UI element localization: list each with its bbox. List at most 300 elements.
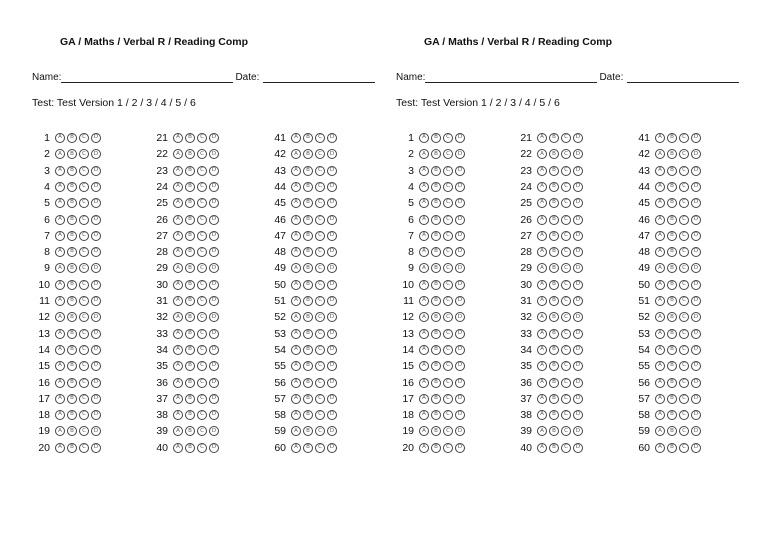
- answer-bubble-b[interactable]: B: [303, 133, 313, 143]
- answer-bubble-c[interactable]: C: [679, 296, 689, 306]
- answer-bubble-a[interactable]: A: [419, 215, 429, 225]
- answer-bubble-b[interactable]: B: [549, 198, 559, 208]
- answer-bubble-c[interactable]: C: [315, 394, 325, 404]
- answer-bubble-a[interactable]: A: [55, 296, 65, 306]
- answer-bubble-d[interactable]: D: [209, 133, 219, 143]
- answer-bubble-a[interactable]: A: [173, 231, 183, 241]
- answer-bubble-d[interactable]: D: [91, 378, 101, 388]
- answer-bubble-d[interactable]: D: [91, 198, 101, 208]
- answer-bubble-b[interactable]: B: [185, 410, 195, 420]
- answer-bubble-c[interactable]: C: [561, 394, 571, 404]
- answer-bubble-c[interactable]: C: [79, 182, 89, 192]
- answer-bubble-c[interactable]: C: [443, 443, 453, 453]
- answer-bubble-c[interactable]: C: [443, 280, 453, 290]
- answer-bubble-d[interactable]: D: [91, 361, 101, 371]
- answer-bubble-b[interactable]: B: [303, 280, 313, 290]
- answer-bubble-d[interactable]: D: [691, 149, 701, 159]
- answer-bubble-b[interactable]: B: [549, 133, 559, 143]
- answer-bubble-d[interactable]: D: [691, 231, 701, 241]
- answer-bubble-b[interactable]: B: [431, 231, 441, 241]
- answer-bubble-b[interactable]: B: [303, 231, 313, 241]
- answer-bubble-c[interactable]: C: [561, 312, 571, 322]
- answer-bubble-a[interactable]: A: [655, 198, 665, 208]
- answer-bubble-b[interactable]: B: [303, 312, 313, 322]
- answer-bubble-c[interactable]: C: [679, 231, 689, 241]
- answer-bubble-a[interactable]: A: [291, 312, 301, 322]
- answer-bubble-c[interactable]: C: [315, 296, 325, 306]
- answer-bubble-c[interactable]: C: [197, 215, 207, 225]
- answer-bubble-b[interactable]: B: [549, 394, 559, 404]
- answer-bubble-c[interactable]: C: [443, 133, 453, 143]
- answer-bubble-d[interactable]: D: [455, 231, 465, 241]
- answer-bubble-a[interactable]: A: [655, 263, 665, 273]
- answer-bubble-b[interactable]: B: [67, 133, 77, 143]
- answer-bubble-d[interactable]: D: [327, 296, 337, 306]
- answer-bubble-b[interactable]: B: [303, 394, 313, 404]
- answer-bubble-a[interactable]: A: [55, 426, 65, 436]
- answer-bubble-d[interactable]: D: [691, 296, 701, 306]
- answer-bubble-c[interactable]: C: [679, 166, 689, 176]
- answer-bubble-d[interactable]: D: [327, 247, 337, 257]
- answer-bubble-c[interactable]: C: [561, 280, 571, 290]
- answer-bubble-b[interactable]: B: [549, 312, 559, 322]
- answer-bubble-b[interactable]: B: [185, 215, 195, 225]
- answer-bubble-d[interactable]: D: [91, 166, 101, 176]
- answer-bubble-b[interactable]: B: [185, 231, 195, 241]
- answer-bubble-d[interactable]: D: [573, 345, 583, 355]
- answer-bubble-a[interactable]: A: [173, 247, 183, 257]
- answer-bubble-d[interactable]: D: [691, 312, 701, 322]
- answer-bubble-d[interactable]: D: [327, 410, 337, 420]
- answer-bubble-c[interactable]: C: [561, 247, 571, 257]
- answer-bubble-b[interactable]: B: [185, 329, 195, 339]
- answer-bubble-d[interactable]: D: [455, 247, 465, 257]
- answer-bubble-c[interactable]: C: [679, 198, 689, 208]
- answer-bubble-d[interactable]: D: [209, 263, 219, 273]
- answer-bubble-d[interactable]: D: [573, 443, 583, 453]
- answer-bubble-a[interactable]: A: [291, 361, 301, 371]
- answer-bubble-b[interactable]: B: [431, 182, 441, 192]
- answer-bubble-c[interactable]: C: [79, 296, 89, 306]
- answer-bubble-b[interactable]: B: [667, 247, 677, 257]
- answer-bubble-d[interactable]: D: [455, 312, 465, 322]
- answer-bubble-a[interactable]: A: [55, 443, 65, 453]
- answer-bubble-d[interactable]: D: [573, 133, 583, 143]
- answer-bubble-c[interactable]: C: [679, 215, 689, 225]
- answer-bubble-a[interactable]: A: [655, 443, 665, 453]
- answer-bubble-d[interactable]: D: [209, 345, 219, 355]
- answer-bubble-d[interactable]: D: [573, 296, 583, 306]
- answer-bubble-c[interactable]: C: [561, 182, 571, 192]
- answer-bubble-b[interactable]: B: [667, 215, 677, 225]
- answer-bubble-d[interactable]: D: [455, 166, 465, 176]
- answer-bubble-a[interactable]: A: [419, 182, 429, 192]
- answer-bubble-d[interactable]: D: [209, 394, 219, 404]
- answer-bubble-c[interactable]: C: [443, 410, 453, 420]
- answer-bubble-d[interactable]: D: [455, 329, 465, 339]
- answer-bubble-c[interactable]: C: [197, 443, 207, 453]
- answer-bubble-b[interactable]: B: [431, 133, 441, 143]
- answer-bubble-a[interactable]: A: [173, 263, 183, 273]
- answer-bubble-b[interactable]: B: [303, 296, 313, 306]
- answer-bubble-a[interactable]: A: [55, 263, 65, 273]
- answer-bubble-d[interactable]: D: [209, 231, 219, 241]
- answer-bubble-b[interactable]: B: [549, 215, 559, 225]
- answer-bubble-d[interactable]: D: [327, 231, 337, 241]
- answer-bubble-a[interactable]: A: [537, 296, 547, 306]
- answer-bubble-a[interactable]: A: [173, 361, 183, 371]
- answer-bubble-d[interactable]: D: [691, 394, 701, 404]
- answer-bubble-c[interactable]: C: [79, 394, 89, 404]
- answer-bubble-b[interactable]: B: [667, 280, 677, 290]
- answer-bubble-c[interactable]: C: [79, 361, 89, 371]
- answer-bubble-a[interactable]: A: [55, 231, 65, 241]
- answer-bubble-a[interactable]: A: [419, 231, 429, 241]
- answer-bubble-d[interactable]: D: [455, 426, 465, 436]
- answer-bubble-c[interactable]: C: [443, 378, 453, 388]
- answer-bubble-b[interactable]: B: [303, 263, 313, 273]
- answer-bubble-c[interactable]: C: [561, 296, 571, 306]
- answer-bubble-a[interactable]: A: [419, 329, 429, 339]
- answer-bubble-b[interactable]: B: [549, 378, 559, 388]
- answer-bubble-b[interactable]: B: [185, 378, 195, 388]
- answer-bubble-a[interactable]: A: [655, 166, 665, 176]
- answer-bubble-a[interactable]: A: [537, 182, 547, 192]
- answer-bubble-d[interactable]: D: [209, 410, 219, 420]
- answer-bubble-b[interactable]: B: [431, 410, 441, 420]
- answer-bubble-d[interactable]: D: [209, 426, 219, 436]
- answer-bubble-d[interactable]: D: [455, 263, 465, 273]
- answer-bubble-c[interactable]: C: [79, 133, 89, 143]
- answer-bubble-d[interactable]: D: [573, 198, 583, 208]
- answer-bubble-b[interactable]: B: [549, 345, 559, 355]
- answer-bubble-d[interactable]: D: [455, 149, 465, 159]
- answer-bubble-d[interactable]: D: [91, 329, 101, 339]
- answer-bubble-b[interactable]: B: [431, 312, 441, 322]
- answer-bubble-b[interactable]: B: [303, 345, 313, 355]
- answer-bubble-b[interactable]: B: [431, 361, 441, 371]
- answer-bubble-d[interactable]: D: [327, 166, 337, 176]
- answer-bubble-b[interactable]: B: [185, 166, 195, 176]
- answer-bubble-d[interactable]: D: [573, 280, 583, 290]
- answer-bubble-b[interactable]: B: [185, 345, 195, 355]
- answer-bubble-a[interactable]: A: [291, 263, 301, 273]
- answer-bubble-a[interactable]: A: [291, 182, 301, 192]
- answer-bubble-a[interactable]: A: [173, 394, 183, 404]
- answer-bubble-b[interactable]: B: [303, 198, 313, 208]
- answer-bubble-c[interactable]: C: [561, 378, 571, 388]
- answer-bubble-c[interactable]: C: [197, 394, 207, 404]
- answer-bubble-b[interactable]: B: [303, 410, 313, 420]
- answer-bubble-b[interactable]: B: [185, 361, 195, 371]
- answer-bubble-b[interactable]: B: [67, 247, 77, 257]
- answer-bubble-b[interactable]: B: [431, 247, 441, 257]
- answer-bubble-c[interactable]: C: [197, 410, 207, 420]
- answer-bubble-c[interactable]: C: [679, 361, 689, 371]
- answer-bubble-b[interactable]: B: [67, 215, 77, 225]
- answer-bubble-d[interactable]: D: [209, 378, 219, 388]
- answer-bubble-c[interactable]: C: [197, 378, 207, 388]
- answer-bubble-c[interactable]: C: [561, 329, 571, 339]
- answer-bubble-b[interactable]: B: [67, 345, 77, 355]
- name-field-line[interactable]: [61, 81, 233, 83]
- answer-bubble-c[interactable]: C: [561, 410, 571, 420]
- answer-bubble-d[interactable]: D: [327, 280, 337, 290]
- answer-bubble-c[interactable]: C: [561, 361, 571, 371]
- answer-bubble-d[interactable]: D: [573, 247, 583, 257]
- answer-bubble-a[interactable]: A: [291, 378, 301, 388]
- date-field-line[interactable]: [263, 81, 375, 83]
- answer-bubble-b[interactable]: B: [667, 394, 677, 404]
- answer-bubble-c[interactable]: C: [443, 263, 453, 273]
- answer-bubble-d[interactable]: D: [91, 247, 101, 257]
- answer-bubble-d[interactable]: D: [455, 361, 465, 371]
- answer-bubble-d[interactable]: D: [455, 296, 465, 306]
- answer-bubble-c[interactable]: C: [79, 312, 89, 322]
- answer-bubble-b[interactable]: B: [431, 198, 441, 208]
- answer-bubble-a[interactable]: A: [537, 166, 547, 176]
- answer-bubble-a[interactable]: A: [291, 166, 301, 176]
- answer-bubble-c[interactable]: C: [443, 394, 453, 404]
- answer-bubble-a[interactable]: A: [419, 280, 429, 290]
- answer-bubble-d[interactable]: D: [91, 263, 101, 273]
- answer-bubble-b[interactable]: B: [303, 378, 313, 388]
- answer-bubble-a[interactable]: A: [419, 378, 429, 388]
- answer-bubble-a[interactable]: A: [55, 133, 65, 143]
- answer-bubble-b[interactable]: B: [549, 329, 559, 339]
- answer-bubble-c[interactable]: C: [79, 198, 89, 208]
- answer-bubble-a[interactable]: A: [55, 329, 65, 339]
- answer-bubble-a[interactable]: A: [291, 133, 301, 143]
- answer-bubble-a[interactable]: A: [537, 426, 547, 436]
- answer-bubble-c[interactable]: C: [443, 231, 453, 241]
- answer-bubble-c[interactable]: C: [197, 345, 207, 355]
- answer-bubble-a[interactable]: A: [55, 149, 65, 159]
- answer-bubble-a[interactable]: A: [655, 329, 665, 339]
- answer-bubble-d[interactable]: D: [91, 410, 101, 420]
- answer-bubble-b[interactable]: B: [667, 345, 677, 355]
- answer-bubble-c[interactable]: C: [443, 198, 453, 208]
- answer-bubble-c[interactable]: C: [315, 166, 325, 176]
- answer-bubble-c[interactable]: C: [315, 247, 325, 257]
- answer-bubble-a[interactable]: A: [537, 345, 547, 355]
- answer-bubble-a[interactable]: A: [419, 394, 429, 404]
- answer-bubble-b[interactable]: B: [67, 410, 77, 420]
- answer-bubble-b[interactable]: B: [67, 280, 77, 290]
- answer-bubble-c[interactable]: C: [315, 345, 325, 355]
- answer-bubble-d[interactable]: D: [573, 378, 583, 388]
- answer-bubble-c[interactable]: C: [197, 231, 207, 241]
- answer-bubble-a[interactable]: A: [655, 410, 665, 420]
- answer-bubble-c[interactable]: C: [79, 166, 89, 176]
- answer-bubble-b[interactable]: B: [67, 296, 77, 306]
- answer-bubble-c[interactable]: C: [197, 426, 207, 436]
- answer-bubble-c[interactable]: C: [315, 312, 325, 322]
- answer-bubble-b[interactable]: B: [431, 345, 441, 355]
- answer-bubble-d[interactable]: D: [327, 345, 337, 355]
- answer-bubble-d[interactable]: D: [327, 426, 337, 436]
- answer-bubble-d[interactable]: D: [91, 215, 101, 225]
- answer-bubble-c[interactable]: C: [679, 149, 689, 159]
- answer-bubble-b[interactable]: B: [303, 361, 313, 371]
- answer-bubble-a[interactable]: A: [55, 280, 65, 290]
- answer-bubble-b[interactable]: B: [431, 263, 441, 273]
- answer-bubble-a[interactable]: A: [655, 296, 665, 306]
- answer-bubble-b[interactable]: B: [67, 361, 77, 371]
- answer-bubble-b[interactable]: B: [431, 443, 441, 453]
- answer-bubble-c[interactable]: C: [443, 345, 453, 355]
- answer-bubble-a[interactable]: A: [537, 280, 547, 290]
- answer-bubble-a[interactable]: A: [537, 215, 547, 225]
- answer-bubble-d[interactable]: D: [455, 198, 465, 208]
- answer-bubble-c[interactable]: C: [679, 247, 689, 257]
- answer-bubble-d[interactable]: D: [573, 394, 583, 404]
- answer-bubble-c[interactable]: C: [561, 198, 571, 208]
- answer-bubble-d[interactable]: D: [91, 280, 101, 290]
- answer-bubble-c[interactable]: C: [679, 394, 689, 404]
- answer-bubble-a[interactable]: A: [55, 345, 65, 355]
- answer-bubble-d[interactable]: D: [455, 394, 465, 404]
- answer-bubble-a[interactable]: A: [537, 378, 547, 388]
- answer-bubble-b[interactable]: B: [185, 263, 195, 273]
- answer-bubble-a[interactable]: A: [655, 312, 665, 322]
- answer-bubble-c[interactable]: C: [561, 263, 571, 273]
- answer-bubble-b[interactable]: B: [185, 247, 195, 257]
- answer-bubble-c[interactable]: C: [679, 378, 689, 388]
- answer-bubble-a[interactable]: A: [537, 312, 547, 322]
- answer-bubble-b[interactable]: B: [431, 394, 441, 404]
- answer-bubble-a[interactable]: A: [173, 378, 183, 388]
- answer-bubble-b[interactable]: B: [185, 149, 195, 159]
- answer-bubble-b[interactable]: B: [303, 182, 313, 192]
- answer-bubble-a[interactable]: A: [419, 149, 429, 159]
- answer-bubble-c[interactable]: C: [197, 182, 207, 192]
- answer-bubble-c[interactable]: C: [315, 263, 325, 273]
- answer-bubble-d[interactable]: D: [209, 312, 219, 322]
- answer-bubble-a[interactable]: A: [291, 329, 301, 339]
- answer-bubble-a[interactable]: A: [55, 166, 65, 176]
- answer-bubble-a[interactable]: A: [537, 329, 547, 339]
- answer-bubble-b[interactable]: B: [667, 361, 677, 371]
- answer-bubble-a[interactable]: A: [655, 133, 665, 143]
- answer-bubble-c[interactable]: C: [679, 410, 689, 420]
- answer-bubble-d[interactable]: D: [691, 198, 701, 208]
- answer-bubble-b[interactable]: B: [303, 166, 313, 176]
- answer-bubble-a[interactable]: A: [291, 410, 301, 420]
- answer-bubble-d[interactable]: D: [327, 133, 337, 143]
- answer-bubble-c[interactable]: C: [197, 329, 207, 339]
- date-field-line[interactable]: [627, 81, 739, 83]
- answer-bubble-a[interactable]: A: [55, 361, 65, 371]
- answer-bubble-a[interactable]: A: [419, 296, 429, 306]
- answer-bubble-b[interactable]: B: [303, 247, 313, 257]
- answer-bubble-d[interactable]: D: [691, 133, 701, 143]
- answer-bubble-d[interactable]: D: [91, 296, 101, 306]
- answer-bubble-c[interactable]: C: [315, 443, 325, 453]
- answer-bubble-a[interactable]: A: [537, 410, 547, 420]
- answer-bubble-a[interactable]: A: [537, 133, 547, 143]
- answer-bubble-a[interactable]: A: [655, 149, 665, 159]
- answer-bubble-d[interactable]: D: [327, 443, 337, 453]
- answer-bubble-d[interactable]: D: [573, 182, 583, 192]
- answer-bubble-b[interactable]: B: [67, 182, 77, 192]
- answer-bubble-b[interactable]: B: [549, 410, 559, 420]
- answer-bubble-c[interactable]: C: [79, 378, 89, 388]
- answer-bubble-a[interactable]: A: [655, 182, 665, 192]
- answer-bubble-b[interactable]: B: [67, 443, 77, 453]
- answer-bubble-b[interactable]: B: [185, 426, 195, 436]
- answer-bubble-b[interactable]: B: [667, 296, 677, 306]
- answer-bubble-a[interactable]: A: [173, 410, 183, 420]
- answer-bubble-d[interactable]: D: [691, 329, 701, 339]
- answer-bubble-c[interactable]: C: [679, 426, 689, 436]
- answer-bubble-c[interactable]: C: [197, 133, 207, 143]
- answer-bubble-a[interactable]: A: [419, 361, 429, 371]
- answer-bubble-b[interactable]: B: [303, 329, 313, 339]
- answer-bubble-d[interactable]: D: [327, 149, 337, 159]
- answer-bubble-d[interactable]: D: [91, 133, 101, 143]
- answer-bubble-a[interactable]: A: [173, 426, 183, 436]
- answer-bubble-b[interactable]: B: [549, 231, 559, 241]
- answer-bubble-d[interactable]: D: [209, 182, 219, 192]
- answer-bubble-d[interactable]: D: [691, 263, 701, 273]
- answer-bubble-d[interactable]: D: [691, 345, 701, 355]
- answer-bubble-a[interactable]: A: [173, 215, 183, 225]
- answer-bubble-d[interactable]: D: [91, 182, 101, 192]
- answer-bubble-a[interactable]: A: [419, 166, 429, 176]
- answer-bubble-c[interactable]: C: [561, 231, 571, 241]
- answer-bubble-c[interactable]: C: [197, 312, 207, 322]
- answer-bubble-c[interactable]: C: [315, 215, 325, 225]
- answer-bubble-c[interactable]: C: [315, 426, 325, 436]
- answer-bubble-d[interactable]: D: [691, 247, 701, 257]
- answer-bubble-d[interactable]: D: [455, 280, 465, 290]
- answer-bubble-b[interactable]: B: [549, 247, 559, 257]
- answer-bubble-a[interactable]: A: [173, 443, 183, 453]
- answer-bubble-c[interactable]: C: [679, 329, 689, 339]
- answer-bubble-a[interactable]: A: [419, 410, 429, 420]
- answer-bubble-b[interactable]: B: [303, 215, 313, 225]
- answer-bubble-d[interactable]: D: [327, 198, 337, 208]
- answer-bubble-a[interactable]: A: [173, 198, 183, 208]
- answer-bubble-d[interactable]: D: [327, 182, 337, 192]
- answer-bubble-c[interactable]: C: [443, 215, 453, 225]
- answer-bubble-c[interactable]: C: [79, 426, 89, 436]
- answer-bubble-a[interactable]: A: [291, 345, 301, 355]
- answer-bubble-a[interactable]: A: [173, 329, 183, 339]
- answer-bubble-c[interactable]: C: [197, 361, 207, 371]
- answer-bubble-c[interactable]: C: [197, 198, 207, 208]
- answer-bubble-a[interactable]: A: [419, 198, 429, 208]
- answer-bubble-a[interactable]: A: [291, 247, 301, 257]
- answer-bubble-a[interactable]: A: [55, 312, 65, 322]
- answer-bubble-c[interactable]: C: [443, 329, 453, 339]
- answer-bubble-d[interactable]: D: [455, 345, 465, 355]
- answer-bubble-d[interactable]: D: [691, 280, 701, 290]
- answer-bubble-d[interactable]: D: [91, 231, 101, 241]
- answer-bubble-a[interactable]: A: [537, 231, 547, 241]
- answer-bubble-c[interactable]: C: [679, 312, 689, 322]
- answer-bubble-d[interactable]: D: [91, 345, 101, 355]
- answer-bubble-c[interactable]: C: [197, 149, 207, 159]
- answer-bubble-d[interactable]: D: [91, 149, 101, 159]
- answer-bubble-b[interactable]: B: [431, 426, 441, 436]
- answer-bubble-d[interactable]: D: [573, 166, 583, 176]
- answer-bubble-b[interactable]: B: [667, 231, 677, 241]
- answer-bubble-a[interactable]: A: [655, 426, 665, 436]
- answer-bubble-c[interactable]: C: [79, 410, 89, 420]
- answer-bubble-d[interactable]: D: [209, 215, 219, 225]
